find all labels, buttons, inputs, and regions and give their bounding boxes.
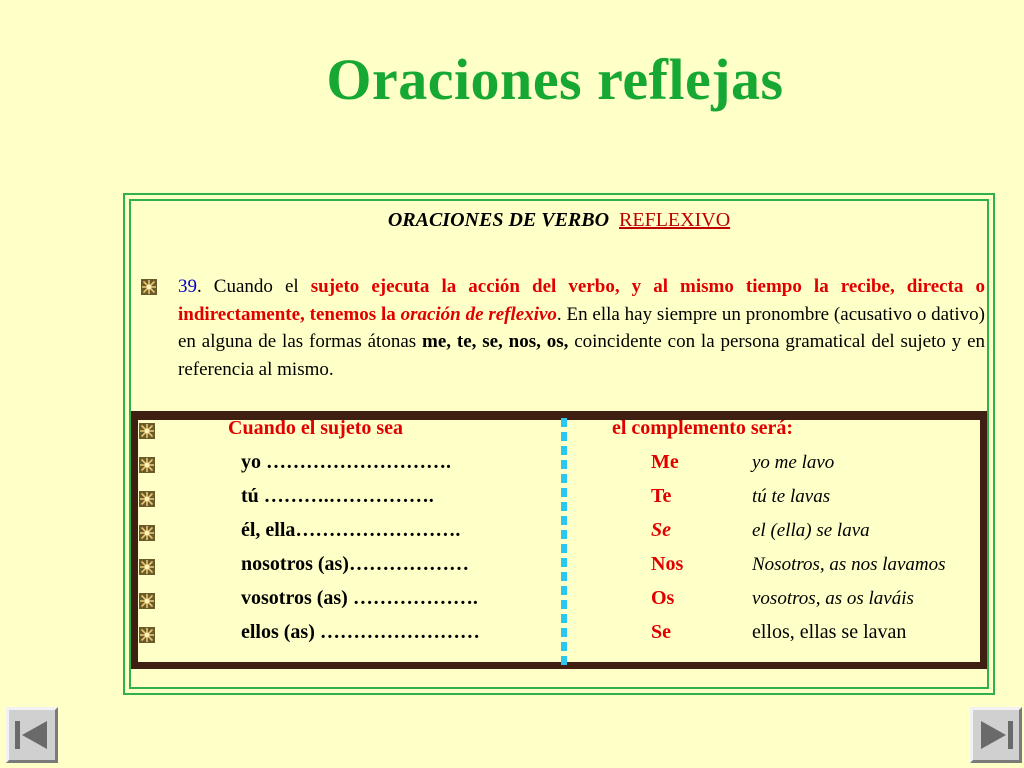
bullet-icon [139,525,155,541]
column-divider [561,418,567,666]
complement-pronoun: Os [651,587,675,609]
example-sentence: el (ella) se lava [752,520,870,541]
example-sentence: vosotros, as os laváis [752,588,914,609]
heading-link-reflexivo[interactable]: REFLEXIVO [619,209,731,231]
key-definition: sujeto ejecuta la acción del verbo, y al mismo tiempo la recibe, directa o indirectamente, tenemos la [178,276,985,325]
complement-pronoun: Te [651,485,672,507]
heading-main: ORACIONES DE VERBO [387,209,610,231]
section-heading [133,209,985,232]
next-slide-icon [973,710,1019,760]
key-term: oración de reflexivo [400,303,557,325]
bullet-icon [141,279,157,295]
bullet-icon [139,491,155,507]
paragraph-number: 39 [178,276,197,297]
subject-pronoun: nosotros (as)……………… [241,553,469,575]
pronoun-forms: me, te, se, nos, os, [422,331,569,352]
previous-slide-button[interactable] [6,707,58,763]
example-sentence: tú te lavas [752,486,831,507]
subject-pronoun: ellos (as) …………………… [241,621,480,643]
previous-slide-icon [9,710,55,760]
subject-pronoun: vosotros (as) ………………. [241,587,478,609]
complement-pronoun: Me [651,451,679,473]
slide-title: Oraciones reflejas [326,47,784,112]
complement-pronoun: Nos [651,553,684,575]
bullet-icon [139,593,155,609]
subject-pronoun: tú ……….……………. [241,485,434,507]
definition-paragraph: 39. Cuando el sujeto ejecuta la acción del verbo, y al mismo tiempo la recibe, directa o indirectamente, tenemos la oración de reflexivo. En ella hay siempre un pronombre (acusativo o dativo) en alguna de las formas átonas me, te, se, nos, os, coincidente con la persona gramatical del sujeto y en referencia al mismo. [178,276,986,380]
subject-pronoun: yo ………………………. [241,451,451,473]
complement-pronoun: Se [651,519,671,541]
example-sentence: ellos, ellas se lavan [752,621,907,643]
example-sentence: yo me lavo [752,452,835,473]
bullet-icon [139,457,155,473]
header-complement: el complemento será: [612,417,794,439]
bullet-icon [139,423,155,439]
bullet-icon [139,559,155,575]
bullet-icon [139,627,155,643]
header-subject: Cuando el sujeto sea [228,417,404,439]
complement-pronoun: Se [651,621,671,643]
subject-pronoun: él, ella……………………. [241,519,461,541]
next-slide-button[interactable] [970,707,1022,763]
example-sentence: Nosotros, as nos lavamos [752,554,946,575]
